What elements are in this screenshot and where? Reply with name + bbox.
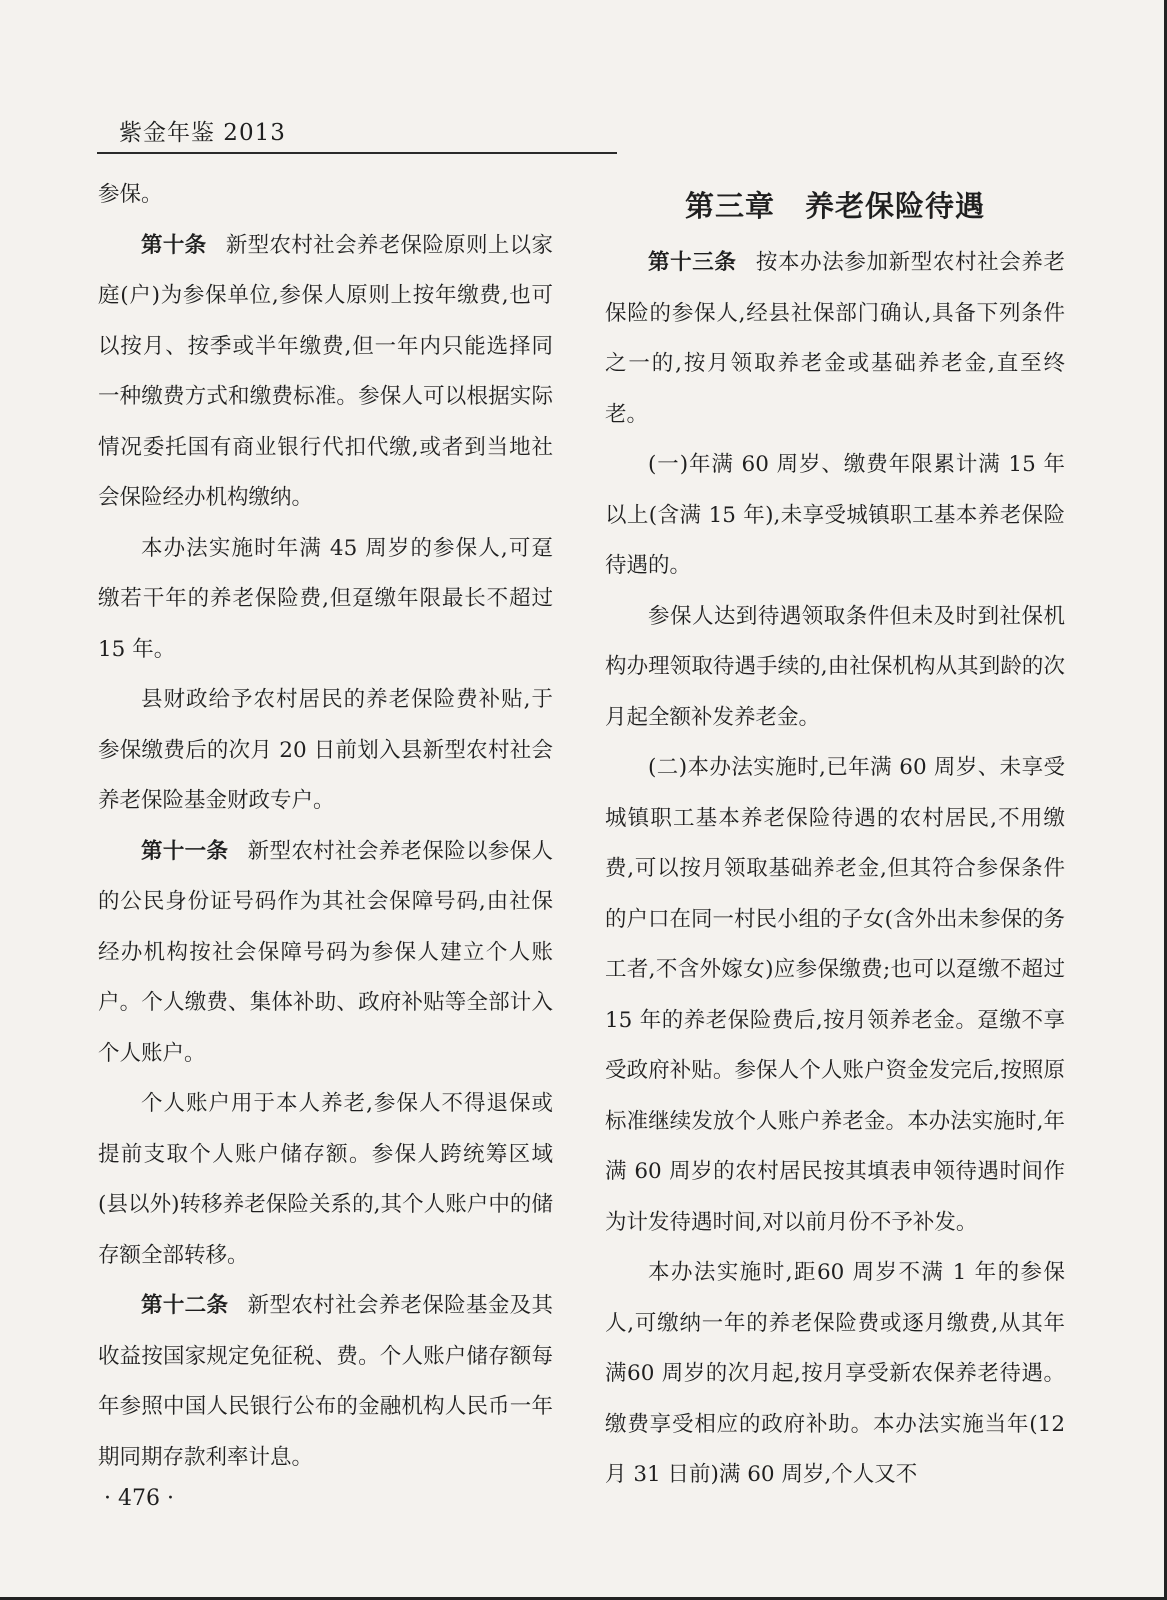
article-paragraph xyxy=(605,238,1065,440)
paragraph: 本办法实施时,距60 周岁不满 1 年的参保人,可缴纳一年的养老保险费或逐月缴费,从其年满60 周岁的次月起,按月享受新农保养老待遇。缴费享受相应的政府补助。本办法实施当年(12 月 31 日前)满 60 周岁,个人又不 xyxy=(605,1260,1065,1487)
paragraph: (一)年满 60 周岁、缴费年限累计满 15 年以上(含满 15 年),未享受城镇职工基本养老保险待遇的。 xyxy=(605,452,1065,578)
article-text: 新型农村社会养老保险原则上以家庭(户)为参保单位,参保人原则上按年缴费,也可以按月、按季或半年缴费,但一年内只能选择同一种缴费方式和缴费标准。参保人可以根据实际情况委托国有商业银行代扣代缴,或者到当地社会保险经办机构缴纳。 xyxy=(98,232,553,510)
article-paragraph xyxy=(98,221,553,524)
page-number: · 476 · xyxy=(104,1486,174,1511)
article-paragraph xyxy=(98,827,553,1080)
paragraph: 本办法实施时年满 45 周岁的参保人,可趸缴若干年的养老保险费,但趸缴年限最长不超过 15 年。 xyxy=(98,535,553,662)
running-header xyxy=(97,108,617,154)
chapter-name: 养老保险待遇 xyxy=(805,189,986,223)
article-text: 按本办法参加新型农村社会养老保险的参保人,经县社保部门确认,具备下列条件之一的,按月领取养老金或基础养老金,直至终老。 xyxy=(605,250,1065,427)
article-heading: 第十二条 xyxy=(141,1293,229,1318)
paragraph: 参保人达到待遇领取条件但未及时到社保机构办理领取待遇手续的,由社保机构从其到龄的次月起全额补发养老金。 xyxy=(605,603,1065,730)
article-heading: 第十三条 xyxy=(648,250,737,275)
article-heading: 第十条 xyxy=(141,232,207,258)
article-heading: 第十一条 xyxy=(141,838,229,864)
paragraph: 参保。 xyxy=(98,182,163,207)
chapter-number: 第三章 xyxy=(684,189,775,223)
right-column xyxy=(605,176,1065,1501)
article-text: 新型农村社会养老保险以参保人的公民身份证号码作为其社会保障号码,由社保经办机构按社会保障号码为参保人建立个人账户。个人缴费、集体补助、政府补贴等全部计入个人账户。 xyxy=(98,838,553,1066)
left-column xyxy=(98,170,553,1483)
paragraph: 县财政给予农村居民的养老保险费补贴,于参保缴费后的次月 20 日前划入县新型农村社会养老保险基金财政专户。 xyxy=(98,687,553,813)
header-title: 紫金年鉴 2013 xyxy=(119,120,286,146)
paragraph: (二)本办法实施时,已年满 60 周岁、未享受城镇职工基本养老保险待遇的农村居民,不用缴费,可以按月领取基础养老金,但其符合参保条件的户口在同一村民小组的子女(含外出未参保的务工者,不含外嫁女)应参保缴费;也可以趸缴不超过 15 年的养老保险费后,按月领养老金。趸缴不享受政府补贴。参保人个人账户资金发完后,按照原标准继续发放个人账户养老金。本办法实施时,年满 60 周岁的农村居民按其填表申领待遇时间作为计发待遇时间,对以前月份不予补发。 xyxy=(605,755,1065,1235)
article-paragraph xyxy=(98,1281,553,1483)
article-text: 新型农村社会养老保险基金及其收益按国家规定免征税、费。个人账户储存额每年参照中国人民银行公布的金融机构人民币一年期同期存款利率计息。 xyxy=(98,1293,553,1470)
chapter-title xyxy=(605,176,1065,236)
paragraph: 个人账户用于本人养老,参保人不得退保或提前支取个人账户储存额。参保人跨统筹区域(县以外)转移养老保险关系的,其个人账户中的储存额全部转移。 xyxy=(98,1091,553,1268)
